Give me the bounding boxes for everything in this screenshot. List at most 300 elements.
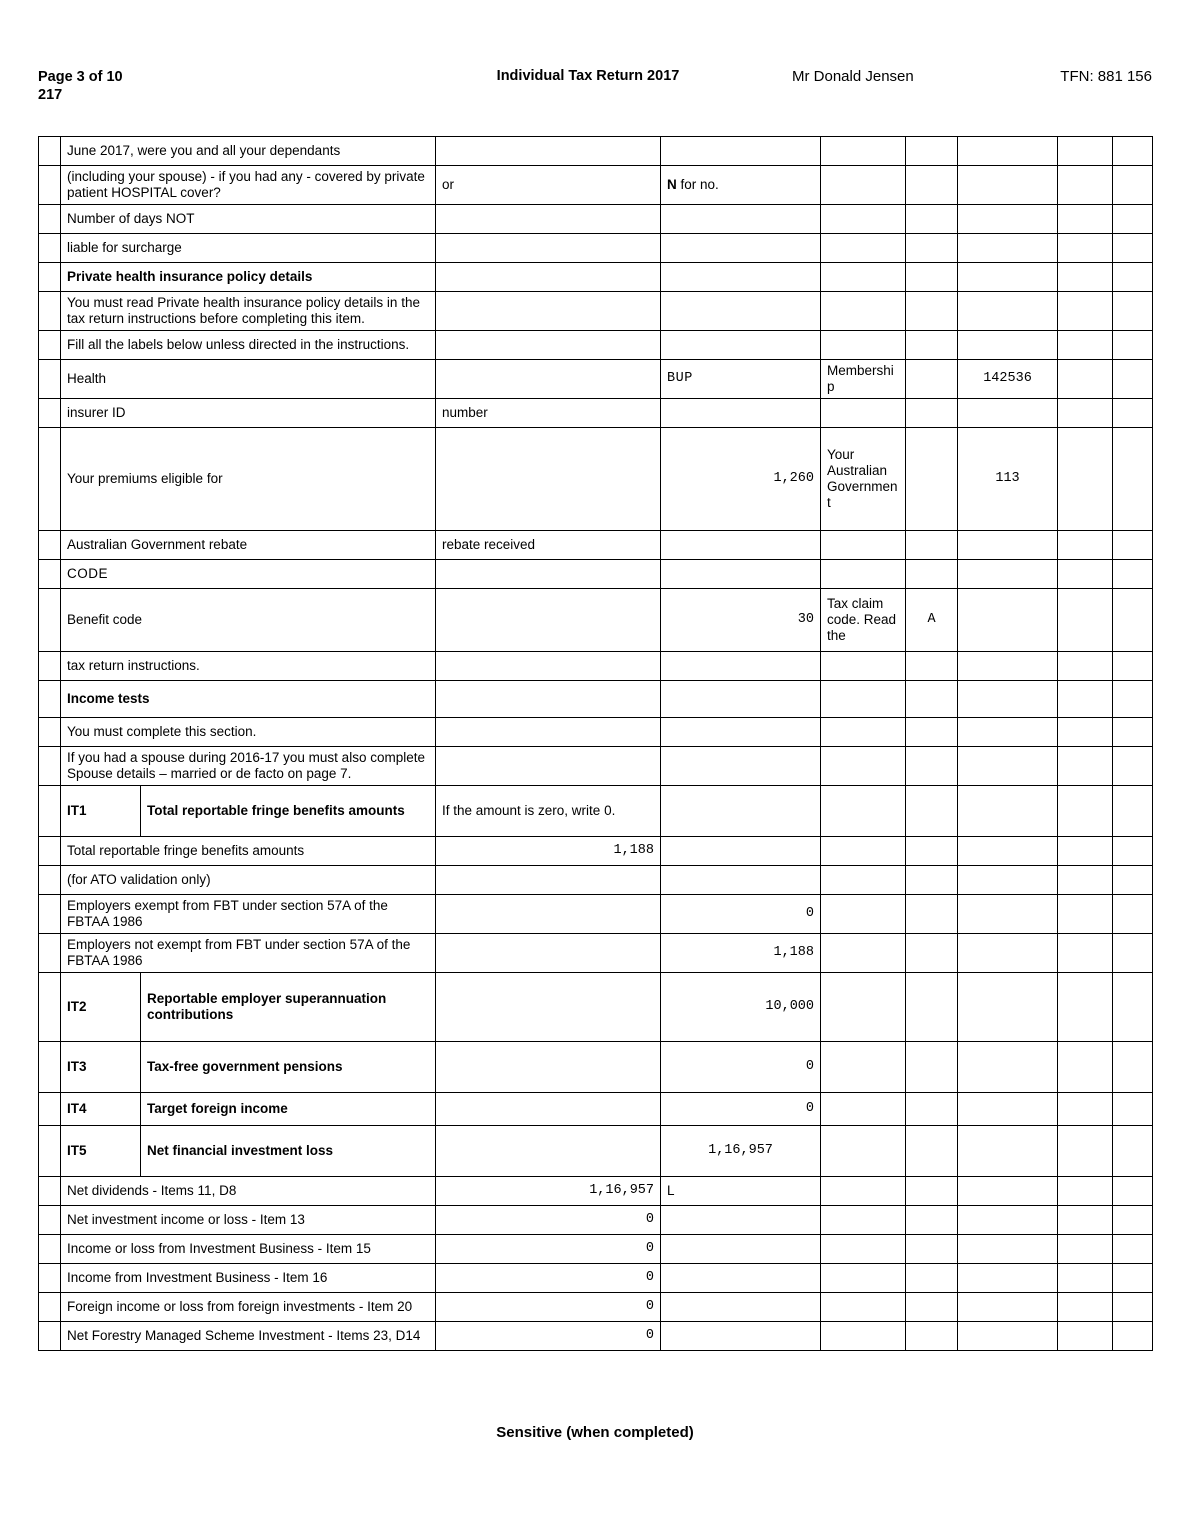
cell-label-tax-claim-code: Tax claim code. Read the	[821, 589, 906, 652]
cell-blank	[958, 786, 1058, 837]
table-row	[39, 866, 1153, 895]
table-row	[39, 895, 1153, 934]
table-row	[39, 263, 1153, 292]
cell-blank	[661, 531, 821, 560]
cell-blank	[1113, 866, 1153, 895]
cell-blank	[1113, 652, 1153, 681]
cell-label: (including your spouse) - if you had any - covered by private patient HOSPITAL cover?	[61, 166, 436, 205]
field-exempt-fbt-amount[interactable]: 0	[661, 895, 821, 934]
cell-blank	[821, 205, 906, 234]
cell-blank	[958, 589, 1058, 652]
cell-blank	[661, 137, 821, 166]
cell-blank	[906, 1126, 958, 1177]
cell-blank	[906, 331, 958, 360]
cell-label-total-rfb: Total reportable fringe benefits amounts	[61, 837, 436, 866]
cell-instruction: You must read Private health insurance policy details in the tax return instructions before completing this item.	[61, 292, 436, 331]
cell-label-instructions: tax return instructions.	[61, 652, 436, 681]
cell-blank	[906, 747, 958, 786]
cell-blank	[821, 560, 906, 589]
table-row	[39, 531, 1153, 560]
cell-blank	[906, 895, 958, 934]
cell-blank	[1113, 1235, 1153, 1264]
cell-blank	[436, 652, 661, 681]
cell-blank	[958, 1042, 1058, 1093]
table-row	[39, 1042, 1153, 1093]
row-marker	[39, 137, 61, 166]
cell-blank	[958, 718, 1058, 747]
cell-blank	[661, 786, 821, 837]
cell-label-membership: Membership	[821, 360, 906, 399]
row-marker	[39, 428, 61, 531]
cell-blank	[1058, 560, 1113, 589]
cell-blank	[1113, 1206, 1153, 1235]
cell-blank	[1113, 399, 1153, 428]
cell-blank	[821, 934, 906, 973]
cell-blank	[1058, 1206, 1113, 1235]
row-marker	[39, 1264, 61, 1293]
cell-blank	[958, 234, 1058, 263]
cell-blank	[906, 1177, 958, 1206]
cell-blank	[436, 973, 661, 1042]
cell-blank	[1058, 1235, 1113, 1264]
item-code-it4: IT4	[61, 1093, 141, 1126]
cell-blank	[1058, 718, 1113, 747]
table-row	[39, 1206, 1153, 1235]
cell-blank	[821, 399, 906, 428]
field-forestry-scheme-value[interactable]: 0	[436, 1322, 661, 1351]
field-benefit-code[interactable]: 30	[661, 589, 821, 652]
row-marker	[39, 652, 61, 681]
cell-blank	[821, 1177, 906, 1206]
table-row	[39, 166, 1153, 205]
cell-label: liable for surcharge	[61, 234, 436, 263]
table-row	[39, 747, 1153, 786]
cell-blank	[661, 681, 821, 718]
table-row	[39, 589, 1153, 652]
taxpayer-name: Mr Donald Jensen	[792, 68, 914, 85]
cell-note-it1: If the amount is zero, write 0.	[436, 786, 661, 837]
page-number-block	[38, 68, 368, 104]
cell-blank	[1058, 531, 1113, 560]
cell-blank	[821, 1042, 906, 1093]
cell-blank	[1058, 866, 1113, 895]
cell-blank	[821, 837, 906, 866]
cell-blank	[436, 137, 661, 166]
cell-blank	[958, 837, 1058, 866]
cell-blank	[958, 1235, 1058, 1264]
cell-blank	[1113, 428, 1153, 531]
row-marker	[39, 1206, 61, 1235]
table-row	[39, 137, 1153, 166]
cell-blank	[1058, 837, 1113, 866]
tfn-value: TFN: 881 156	[1060, 68, 1152, 85]
field-foreign-income-value[interactable]: 0	[436, 1293, 661, 1322]
cell-blank	[1058, 1177, 1113, 1206]
cell-blank	[1058, 1093, 1113, 1126]
table-row	[39, 1322, 1153, 1351]
field-premiums-amount[interactable]: 1,260	[661, 428, 821, 531]
cell-blank	[436, 263, 661, 292]
cell-label-govt: Your Australian Government	[821, 428, 906, 531]
cell-blank	[436, 360, 661, 399]
cell-blank	[436, 1126, 661, 1177]
cell-blank	[1058, 234, 1113, 263]
field-it5-value[interactable]: 1,16,957	[661, 1126, 821, 1177]
row-marker	[39, 234, 61, 263]
field-govt-rebate-amount[interactable]: 113	[958, 428, 1058, 531]
cell-blank	[906, 166, 958, 205]
cell-blank	[906, 652, 958, 681]
cell-label-exempt-fbt: Employers exempt from FBT under section 57A of the FBTAA 1986	[61, 895, 436, 934]
answer-note: for no.	[676, 177, 719, 192]
cell-blank	[1113, 747, 1153, 786]
cell-instruction: Fill all the labels below unless directed in the instructions.	[61, 331, 436, 360]
cell-blank	[906, 399, 958, 428]
cell-blank	[821, 331, 906, 360]
cell-blank	[958, 531, 1058, 560]
cell-blank	[1058, 1042, 1113, 1093]
cell-blank	[1113, 1264, 1153, 1293]
cell-blank	[436, 205, 661, 234]
cell-label-code: CODE	[61, 560, 436, 589]
table-row	[39, 560, 1153, 589]
field-it3-value[interactable]: 0	[661, 1042, 821, 1093]
cell-blank	[906, 428, 958, 531]
cell-blank	[1113, 1093, 1153, 1126]
row-marker	[39, 560, 61, 589]
cell-blank	[1113, 263, 1153, 292]
cell-label: Number of days NOT	[61, 205, 436, 234]
cell-blank	[661, 652, 821, 681]
cell-blank	[1058, 263, 1113, 292]
cell-blank	[821, 531, 906, 560]
item-code-it5: IT5	[61, 1126, 141, 1177]
field-tax-claim-code[interactable]: A	[906, 589, 958, 652]
cell-blank	[661, 331, 821, 360]
table-row	[39, 1126, 1153, 1177]
item-code-it3: IT3	[61, 1042, 141, 1093]
cell-blank	[661, 1264, 821, 1293]
cell-label-premiums: Your premiums eligible for	[61, 428, 436, 531]
cell-blank	[821, 1293, 906, 1322]
cell-blank	[821, 973, 906, 1042]
cell-blank	[821, 1235, 906, 1264]
row-marker	[39, 589, 61, 652]
answer-letter: N	[667, 177, 677, 192]
cell-blank	[821, 1126, 906, 1177]
table-row	[39, 1093, 1153, 1126]
row-marker	[39, 1093, 61, 1126]
row-marker	[39, 166, 61, 205]
table-row	[39, 1235, 1153, 1264]
cell-blank	[1058, 786, 1113, 837]
cell-blank	[1058, 973, 1113, 1042]
document-title: Individual Tax Return 2017	[496, 68, 680, 84]
section-heading-private-health: Private health insurance policy details	[61, 263, 436, 292]
item-code-it2: IT2	[61, 973, 141, 1042]
cell-blank	[958, 1093, 1058, 1126]
field-total-rfb-amount[interactable]: 1,188	[436, 837, 661, 866]
row-marker	[39, 1293, 61, 1322]
cell-blank	[1058, 652, 1113, 681]
cell-blank	[436, 718, 661, 747]
cell-blank	[906, 234, 958, 263]
cell-blank	[906, 681, 958, 718]
row-marker	[39, 934, 61, 973]
cell-blank	[1058, 1293, 1113, 1322]
field-membership-number[interactable]: 142536	[958, 360, 1058, 399]
cell-label-ato-validation: (for ATO validation only)	[61, 866, 436, 895]
cell-blank	[1113, 681, 1153, 718]
table-row	[39, 428, 1153, 531]
cell-blank	[1058, 399, 1113, 428]
row-marker	[39, 837, 61, 866]
item-label-it3: Tax-free government pensions	[141, 1042, 436, 1093]
cell-blank	[906, 1206, 958, 1235]
cell-blank	[958, 205, 1058, 234]
cell-label-aus-govt-rebate: Australian Government rebate	[61, 531, 436, 560]
cell-blank	[1113, 837, 1153, 866]
row-marker	[39, 1042, 61, 1093]
row-marker	[39, 973, 61, 1042]
cell-blank	[661, 1322, 821, 1351]
cell-blank	[661, 718, 821, 747]
cell-label-income-inv-business: Income from Investment Business - Item 16	[61, 1264, 436, 1293]
cell-blank	[958, 166, 1058, 205]
cell-blank	[906, 1264, 958, 1293]
cell-blank	[821, 895, 906, 934]
cell-blank	[906, 934, 958, 973]
cell-blank	[1113, 786, 1153, 837]
cell-blank	[436, 589, 661, 652]
cell-blank	[958, 292, 1058, 331]
cell-blank	[1113, 292, 1153, 331]
cell-blank	[821, 166, 906, 205]
cell-blank	[906, 292, 958, 331]
cell-blank	[906, 531, 958, 560]
cell-blank	[821, 681, 906, 718]
cell-blank	[821, 263, 906, 292]
cell-blank	[1113, 1322, 1153, 1351]
table-row	[39, 360, 1153, 399]
cell-label: June 2017, were you and all your dependants	[61, 137, 436, 166]
cell-label-insurer-id: insurer ID	[61, 399, 436, 428]
cell-blank	[906, 263, 958, 292]
field-it4-value[interactable]: 0	[661, 1093, 821, 1126]
cell-blank	[821, 1264, 906, 1293]
cell-label-foreign-income: Foreign income or loss from foreign investments - Item 20	[61, 1293, 436, 1322]
cell-label-forestry-scheme: Net Forestry Managed Scheme Investment - Items 23, D14	[61, 1322, 436, 1351]
cell-blank	[958, 331, 1058, 360]
page-number-wrap: 217	[38, 87, 63, 103]
cell-blank	[906, 205, 958, 234]
field-net-dividends-letter: L	[661, 1177, 821, 1206]
cell-blank	[1058, 205, 1113, 234]
cell-blank	[661, 837, 821, 866]
table-row	[39, 234, 1153, 263]
cell-blank	[436, 934, 661, 973]
cell-blank	[958, 1177, 1058, 1206]
row-marker	[39, 263, 61, 292]
cell-blank	[436, 331, 661, 360]
field-health-insurer-code[interactable]: BUP	[661, 360, 821, 399]
cell-blank	[821, 1322, 906, 1351]
cell-blank	[1058, 292, 1113, 331]
cell-blank	[958, 137, 1058, 166]
cell-label-net-investment: Net investment income or loss - Item 13	[61, 1206, 436, 1235]
row-marker	[39, 331, 61, 360]
cell-blank	[1058, 1322, 1113, 1351]
row-marker	[39, 360, 61, 399]
cell-blank	[436, 1042, 661, 1093]
cell-blank	[1058, 589, 1113, 652]
cell-blank	[1058, 681, 1113, 718]
field-net-dividends-value[interactable]: 1,16,957	[436, 1177, 661, 1206]
row-marker	[39, 866, 61, 895]
cell-label-net-dividends: Net dividends - Items 11, D8	[61, 1177, 436, 1206]
cell-blank	[436, 866, 661, 895]
cell-blank	[1058, 166, 1113, 205]
cell-instruction: If you had a spouse during 2016-17 you must also complete Spouse details – married or de facto on page 7.	[61, 747, 436, 786]
form-table	[38, 136, 1153, 1351]
table-row	[39, 934, 1153, 973]
item-label-it1: Total reportable fringe benefits amounts	[141, 786, 436, 837]
cell-blank	[1113, 973, 1153, 1042]
item-label-it5: Net financial investment loss	[141, 1126, 436, 1177]
cell-blank	[958, 747, 1058, 786]
cell-blank	[821, 747, 906, 786]
cell-blank	[958, 263, 1058, 292]
cell-blank	[1113, 718, 1153, 747]
row-marker	[39, 895, 61, 934]
cell-blank	[1113, 560, 1153, 589]
cell-blank	[906, 1093, 958, 1126]
cell-blank	[906, 1322, 958, 1351]
cell-blank	[821, 1206, 906, 1235]
cell-blank	[958, 1206, 1058, 1235]
cell-blank	[661, 234, 821, 263]
table-row	[39, 331, 1153, 360]
cell-blank	[1058, 895, 1113, 934]
cell-blank	[1113, 895, 1153, 934]
row-marker	[39, 1177, 61, 1206]
cell-blank	[436, 428, 661, 531]
cell-blank	[1113, 934, 1153, 973]
cell-blank	[436, 681, 661, 718]
page-header	[38, 68, 1152, 108]
cell-blank	[906, 718, 958, 747]
item-label-it4: Target foreign income	[141, 1093, 436, 1126]
cell-blank	[1113, 531, 1153, 560]
cell-blank	[661, 292, 821, 331]
table-row	[39, 681, 1153, 718]
table-row	[39, 1177, 1153, 1206]
cell-blank	[1113, 166, 1153, 205]
cell-blank	[906, 137, 958, 166]
page-number-label: Page 3 of 10	[38, 69, 123, 85]
cell-blank	[906, 973, 958, 1042]
field-it2-value[interactable]: 10,000	[661, 973, 821, 1042]
cell-blank	[1058, 360, 1113, 399]
cell-blank	[821, 137, 906, 166]
cell-blank	[1113, 360, 1153, 399]
cell-blank	[661, 1235, 821, 1264]
cell-blank	[436, 747, 661, 786]
field-income-loss-inv-business-value[interactable]: 0	[436, 1235, 661, 1264]
cell-blank	[1113, 1293, 1153, 1322]
cell-blank	[1058, 428, 1113, 531]
cell-blank	[821, 1093, 906, 1126]
cell-blank	[1113, 234, 1153, 263]
cell-blank	[821, 866, 906, 895]
cell-blank	[661, 1206, 821, 1235]
cell-blank	[821, 652, 906, 681]
cell-blank	[821, 234, 906, 263]
row-marker	[39, 1126, 61, 1177]
field-not-exempt-fbt-amount[interactable]: 1,188	[661, 934, 821, 973]
cell-blank	[661, 263, 821, 292]
row-marker	[39, 205, 61, 234]
cell-blank	[1058, 934, 1113, 973]
cell-blank	[436, 560, 661, 589]
cell-blank	[958, 560, 1058, 589]
cell-blank	[1113, 205, 1153, 234]
row-marker	[39, 1322, 61, 1351]
cell-label-income-loss-inv-business: Income or loss from Investment Business - Item 15	[61, 1235, 436, 1264]
cell-blank	[1058, 137, 1113, 166]
cell-blank	[958, 399, 1058, 428]
cell-label-rebate-received: rebate received	[436, 531, 661, 560]
cell-blank	[906, 786, 958, 837]
cell-blank	[958, 973, 1058, 1042]
field-income-inv-business-value[interactable]: 0	[436, 1264, 661, 1293]
cell-blank	[1113, 137, 1153, 166]
cell-blank	[661, 205, 821, 234]
row-marker	[39, 531, 61, 560]
cell-blank	[436, 292, 661, 331]
cell-label-not-exempt-fbt: Employers not exempt from FBT under section 57A of the FBTAA 1986	[61, 934, 436, 973]
table-row	[39, 1264, 1153, 1293]
table-row	[39, 718, 1153, 747]
cell-blank	[821, 786, 906, 837]
row-marker	[39, 1235, 61, 1264]
field-net-investment-value[interactable]: 0	[436, 1206, 661, 1235]
cell-blank	[1113, 1177, 1153, 1206]
cell-blank	[906, 1293, 958, 1322]
cell-blank	[661, 560, 821, 589]
cell-blank	[906, 866, 958, 895]
cell-blank	[906, 1042, 958, 1093]
table-row	[39, 399, 1153, 428]
cell-instruction: You must complete this section.	[61, 718, 436, 747]
cell-n-for-no	[661, 166, 821, 205]
cell-blank	[436, 895, 661, 934]
cell-blank	[958, 934, 1058, 973]
cell-blank	[958, 866, 1058, 895]
section-heading-income-tests: Income tests	[61, 681, 436, 718]
cell-blank	[821, 718, 906, 747]
cell-blank	[436, 234, 661, 263]
cell-blank	[958, 1126, 1058, 1177]
table-row	[39, 292, 1153, 331]
cell-blank	[906, 1235, 958, 1264]
cell-blank	[906, 837, 958, 866]
item-code-it1: IT1	[61, 786, 141, 837]
table-row	[39, 652, 1153, 681]
cell-blank	[1113, 1126, 1153, 1177]
row-marker	[39, 718, 61, 747]
cell-blank	[436, 1093, 661, 1126]
